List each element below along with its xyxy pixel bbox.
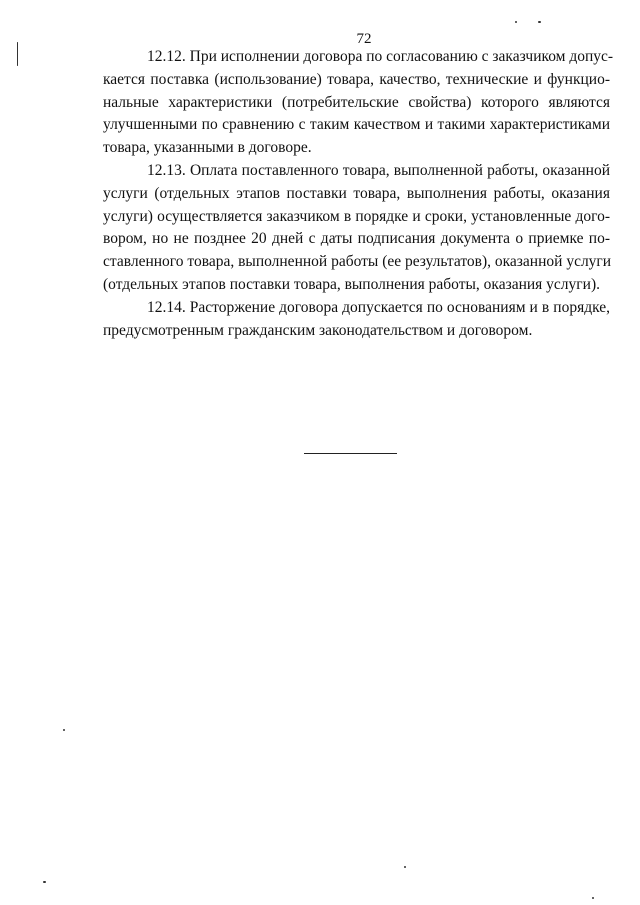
paragraph-line: (отдельных этапов поставки товара, выполнения работы, оказания услуги).: [103, 275, 600, 293]
scan-artifact: [404, 866, 406, 868]
paragraph-line: нальные характеристики (потребительские свойства) которого являются: [103, 93, 610, 111]
paragraph-line: кается поставка (использование) товара, качество, технические и функцио-: [103, 70, 610, 88]
page-number: 72: [356, 31, 372, 47]
scan-artifact: [538, 21, 541, 23]
paragraph-12-12: [103, 46, 614, 160]
paragraph-line: 12.12. При исполнении договора по согласованию с заказчиком допус-: [147, 48, 614, 65]
paragraph-line: 12.13. Оплата поставленного товара, выполненной работы, оказанной: [147, 161, 610, 179]
paragraph-line: услуги (отдельных этапов поставки товара, выполнения работы, оказания: [103, 184, 610, 202]
scan-artifact: [63, 729, 65, 731]
paragraph-line: вором, но не позднее 20 дней с даты подписания документа о приемке по-: [103, 230, 610, 248]
paragraph-line: услуги) осуществляется заказчиком в порядке и сроки, установленные дого-: [103, 207, 610, 225]
paragraph-line: 12.14. Расторжение договора допускается по основаниям и в порядке,: [147, 298, 610, 316]
scan-artifact: [17, 42, 18, 66]
end-of-text-separator: [304, 453, 397, 454]
paragraph-12-13: [103, 160, 610, 297]
paragraph-line: ставленного товара, выполненной работы (ее результатов), оказанной услуги: [103, 253, 612, 271]
document-body: [103, 46, 614, 342]
scan-artifact: [43, 881, 46, 883]
paragraph-line: улучшенными по сравнению с таким качеством и такими характеристиками: [103, 116, 610, 134]
scan-artifact: [592, 897, 594, 899]
paragraph-line: предусмотренным гражданским законодательством и договором.: [103, 321, 533, 339]
paragraph-line: товара, указанными в договоре.: [103, 139, 312, 157]
paragraph-12-14: [103, 297, 610, 343]
scan-artifact: [515, 21, 517, 23]
